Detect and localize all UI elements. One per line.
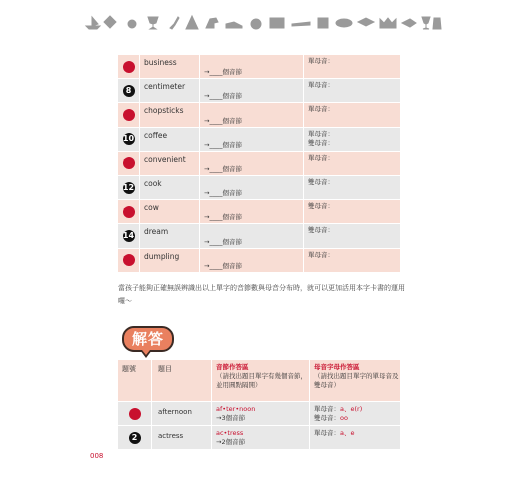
vowel-answer-value: oo [340, 414, 348, 422]
row-number-cell [118, 224, 140, 247]
exercise-row [118, 176, 400, 200]
answer-table [118, 360, 400, 450]
lantern-icon [251, 19, 261, 29]
crab-icon [128, 20, 136, 28]
header-syllable [212, 360, 310, 401]
word-cell: coffee [140, 128, 200, 151]
answer-badge-label: 解答 [131, 330, 164, 348]
exercise-row [118, 200, 400, 224]
syllable-split-word: ac•tress [216, 429, 244, 437]
page-number: 008 [90, 452, 104, 460]
vowel-answer-cell [304, 152, 400, 175]
word-cell: business [140, 55, 200, 78]
syllable-desc: （請找出題目單字有幾個音節，並用圓點隔開） [216, 372, 307, 389]
answer-rows [118, 402, 400, 450]
vowel-prompt: 雙母音： [308, 177, 334, 186]
syllable-answer-cell [200, 103, 304, 126]
vowel-desc: （請找出題目單字的單母音及雙母音） [314, 372, 399, 389]
answer-num-cell [118, 402, 152, 425]
syllable-answer-cell [200, 249, 304, 272]
syllable-count: →3個音節 [216, 414, 246, 422]
syllable-answer-cell [200, 200, 304, 223]
vowel-answer-cell [304, 103, 400, 126]
vowel-type-label: 單母音： [314, 405, 340, 413]
exercise-row [118, 128, 400, 152]
number-badge: 13 [122, 206, 135, 216]
word-cell: convenient [140, 152, 200, 175]
syllable-title: 音節作答區 [216, 363, 249, 371]
trophy-icon-2 [422, 17, 430, 29]
vowel-answer-value: a、e [340, 429, 355, 437]
icon-strip-graphic [84, 14, 444, 32]
syllable-blank: →____個音節 [204, 261, 242, 270]
instruction-paragraph: 當孩子能夠正確無誤辨識出以上單字的音節數與母音分布時，就可以更加活用本字卡書的運用囉～ [118, 284, 405, 305]
syllable-blank: →____個音節 [204, 164, 242, 173]
row-number-cell [118, 103, 140, 126]
vowel-type-label: 單母音： [314, 429, 340, 437]
exercise-row [118, 79, 400, 103]
vowel-prompt: 單母音： [308, 105, 334, 114]
answer-word-cell: actress [152, 426, 212, 449]
syllable-blank: →____個音節 [204, 68, 242, 77]
exercise-row [118, 152, 400, 176]
syllable-blank: →____個音節 [204, 116, 242, 125]
vowel-answer-cell [304, 200, 400, 223]
number-badge: 14 [122, 230, 135, 240]
syllable-answer-cell [200, 128, 304, 151]
exercise-row [118, 55, 400, 79]
syllable-answer-cell [200, 224, 304, 247]
vowel-answer-cell [304, 79, 400, 102]
boat-icon [86, 17, 100, 29]
answer-syllable-cell [212, 402, 310, 425]
vowel-prompt: 單母音： [308, 129, 334, 138]
row-number-cell [118, 79, 140, 102]
vowel-prompt: 雙母音： [308, 138, 334, 147]
row-number-cell [118, 249, 140, 272]
grad-cap-icon [358, 18, 374, 26]
syllable-blank: →____個音節 [204, 189, 242, 198]
sneaker-icon [226, 22, 242, 28]
answer-row [118, 402, 400, 426]
vowel-answer-line [314, 429, 400, 438]
header-num: 題號 [118, 360, 152, 401]
row-number-cell [118, 152, 140, 175]
syllable-blank: →____個音節 [204, 140, 242, 149]
exercise-table [118, 55, 400, 273]
seaplane-icon [292, 22, 310, 26]
answer-badge [122, 326, 174, 352]
vowel-answer-line [314, 414, 400, 423]
horse-icon [206, 18, 218, 28]
guitar-icon [170, 17, 179, 29]
answer-number-badge: 2 [129, 432, 141, 444]
leaf-icon [336, 19, 352, 27]
number-badge: 12 [122, 182, 135, 192]
kite-icon [104, 16, 116, 28]
answer-word-cell: afternoon [152, 402, 212, 425]
decorative-icon-strip [84, 14, 444, 32]
word-cell: cook [140, 176, 200, 199]
vowel-title: 母音字母作答區 [314, 363, 360, 371]
crown-icon [380, 18, 396, 28]
milk-icon [433, 18, 441, 29]
answer-vowel-cell [310, 426, 400, 449]
syllable-split-word: af•ter•noon [216, 405, 256, 413]
header-vowel [310, 360, 400, 401]
vowel-answer-cell [304, 55, 400, 78]
answer-num-cell [118, 426, 152, 449]
fish-icon [402, 19, 416, 27]
syllable-blank: →____個音節 [204, 92, 242, 101]
number-badge: 11 [122, 158, 135, 168]
vowel-prompt: 單母音： [308, 81, 334, 90]
number-badge: 15 [122, 255, 135, 265]
trophy-icon [148, 17, 158, 29]
row-number-cell [118, 176, 140, 199]
number-badge: 7 [123, 61, 135, 73]
number-badge: 10 [122, 134, 135, 144]
wagon-icon [318, 18, 328, 28]
exercise-row [118, 249, 400, 273]
exercise-row [118, 103, 400, 127]
vowel-type-label: 雙母音： [314, 414, 340, 422]
answer-table-header [118, 360, 400, 402]
badge-tail-fill [142, 350, 150, 355]
answer-syllable-cell [212, 426, 310, 449]
vowel-answer-line [314, 405, 400, 414]
vowel-answer-cell [304, 128, 400, 151]
word-cell: dream [140, 224, 200, 247]
vowel-prompt: 單母音： [308, 250, 334, 259]
exercise-row [118, 224, 400, 248]
vowel-prompt: 雙母音： [308, 226, 334, 235]
vowel-answer-cell [304, 176, 400, 199]
vowel-answer-cell [304, 224, 400, 247]
vowel-prompt: 單母音： [308, 57, 334, 65]
syllable-blank: →____個音節 [204, 213, 242, 222]
vowel-answer-value: a、e(r) [340, 405, 363, 413]
row-number-cell [118, 128, 140, 151]
row-number-cell [118, 200, 140, 223]
word-cell: dumpling [140, 249, 200, 272]
row-number-cell [118, 55, 140, 78]
vowel-prompt: 單母音： [308, 153, 334, 162]
syllable-answer-cell [200, 152, 304, 175]
syllable-answer-cell [200, 176, 304, 199]
syllable-answer-cell [200, 55, 304, 78]
word-cell: chopsticks [140, 103, 200, 126]
tv-icon [270, 18, 284, 28]
number-badge: 9 [123, 109, 135, 121]
answer-number-badge: 1 [129, 408, 141, 420]
answer-row [118, 426, 400, 450]
vowel-answer-cell [304, 249, 400, 272]
syllable-blank: →____個音節 [204, 237, 242, 246]
word-cell: cow [140, 200, 200, 223]
syllable-answer-cell [200, 79, 304, 102]
syllable-count: →2個音節 [216, 438, 246, 446]
header-word: 題目 [152, 360, 212, 401]
teepee-icon [186, 16, 198, 29]
number-badge: 8 [123, 85, 135, 97]
vowel-prompt: 雙母音： [308, 202, 334, 211]
word-cell: centimeter [140, 79, 200, 102]
answer-vowel-cell [310, 402, 400, 425]
